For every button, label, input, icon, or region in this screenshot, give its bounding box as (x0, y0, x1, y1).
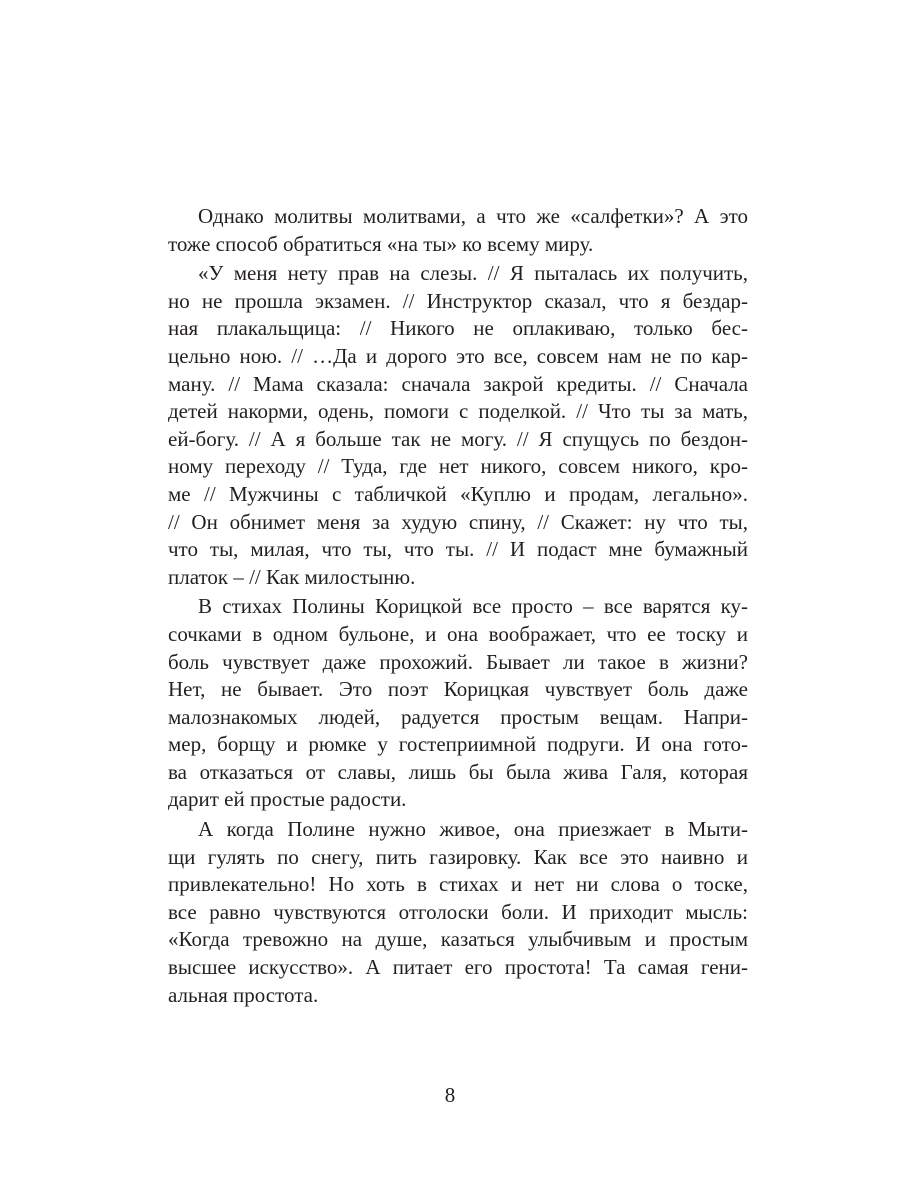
text-line: Нет, не бывает. Это поэт Корицкая чувствует боль даже (168, 677, 748, 702)
text-line: «У меня нету прав на слезы. // Я пыталась их получить, (198, 261, 748, 286)
text-line: малознакомых людей, радуется простым вещам. Напри- (168, 704, 748, 729)
text-line: ме // Мужчины с табличкой «Куплю и продам, легально». (168, 481, 748, 506)
text-line: ному переходу // Туда, где нет никого, совсем никого, кро- (168, 454, 748, 479)
text-line: все равно чувствуются отголоски боли. И приходит мысль: (168, 899, 748, 924)
body-text (168, 203, 748, 1011)
text-line: но не прошла экзамен. // Инструктор сказал, что я бездар- (168, 288, 748, 313)
text-line: ману. // Мама сказала: сначала закрой кредиты. // Сначала (168, 371, 748, 396)
text-line: боль чувствует даже прохожий. Бывает ли такое в жизни? (168, 649, 748, 674)
text-line: высшее искусство». А питает его простота! Та самая гени- (168, 955, 748, 980)
text-line: Однако молитвы молитвами, а что же «салфетки»? А это (198, 204, 748, 228)
text-line: ная плакальщица: // Никого не оплакиваю, только бес- (168, 316, 748, 341)
paragraph (168, 260, 748, 591)
text-line: ей-богу. // А я больше так не могу. // Я спущусь по бездон- (168, 426, 748, 451)
text-line: цельно ною. // …Да и дорого это все, совсем нам не по кар- (168, 343, 748, 368)
text-line: «Когда тревожно на душе, казаться улыбчивым и простым (168, 927, 748, 952)
paragraph (168, 593, 748, 814)
text-line: ва отказаться от славы, лишь бы была жива Галя, которая (168, 759, 748, 784)
text-line: привлекательно! Но хоть в стихах и нет ни слова о тоске, (168, 872, 748, 897)
page-number: 8 (444, 1083, 456, 1107)
text-line: В стихах Полины Корицкой все просто – все варятся ку- (198, 594, 748, 619)
text-line: альная простота. (168, 982, 319, 1007)
text-line: платок – // Как милостыню. (168, 564, 416, 589)
text-line: А когда Полине нужно живое, она приезжает в Мыти- (198, 817, 748, 842)
text-line: что ты, милая, что ты, что ты. // И подаст мне бумажный (168, 537, 748, 562)
paragraph (168, 203, 748, 258)
paragraph (168, 816, 748, 1009)
text-line: щи гулять по снегу, пить газировку. Как все это наивно и (168, 844, 748, 869)
text-line: мер, борщу и рюмке у гостеприимной подруги. И она гото- (168, 732, 748, 757)
text-line: дарит ей простые радости. (168, 787, 407, 812)
text-line: детей накорми, одень, помоги с поделкой. // Что ты за мать, (168, 399, 748, 424)
text-line: // Он обнимет меня за худую спину, // Скажет: ну что ты, (168, 509, 748, 534)
text-line: тоже способ обратиться «на ты» ко всему миру. (168, 231, 594, 256)
text-line: сочками в одном бульоне, и она воображает, что ее тоску и (168, 621, 748, 646)
